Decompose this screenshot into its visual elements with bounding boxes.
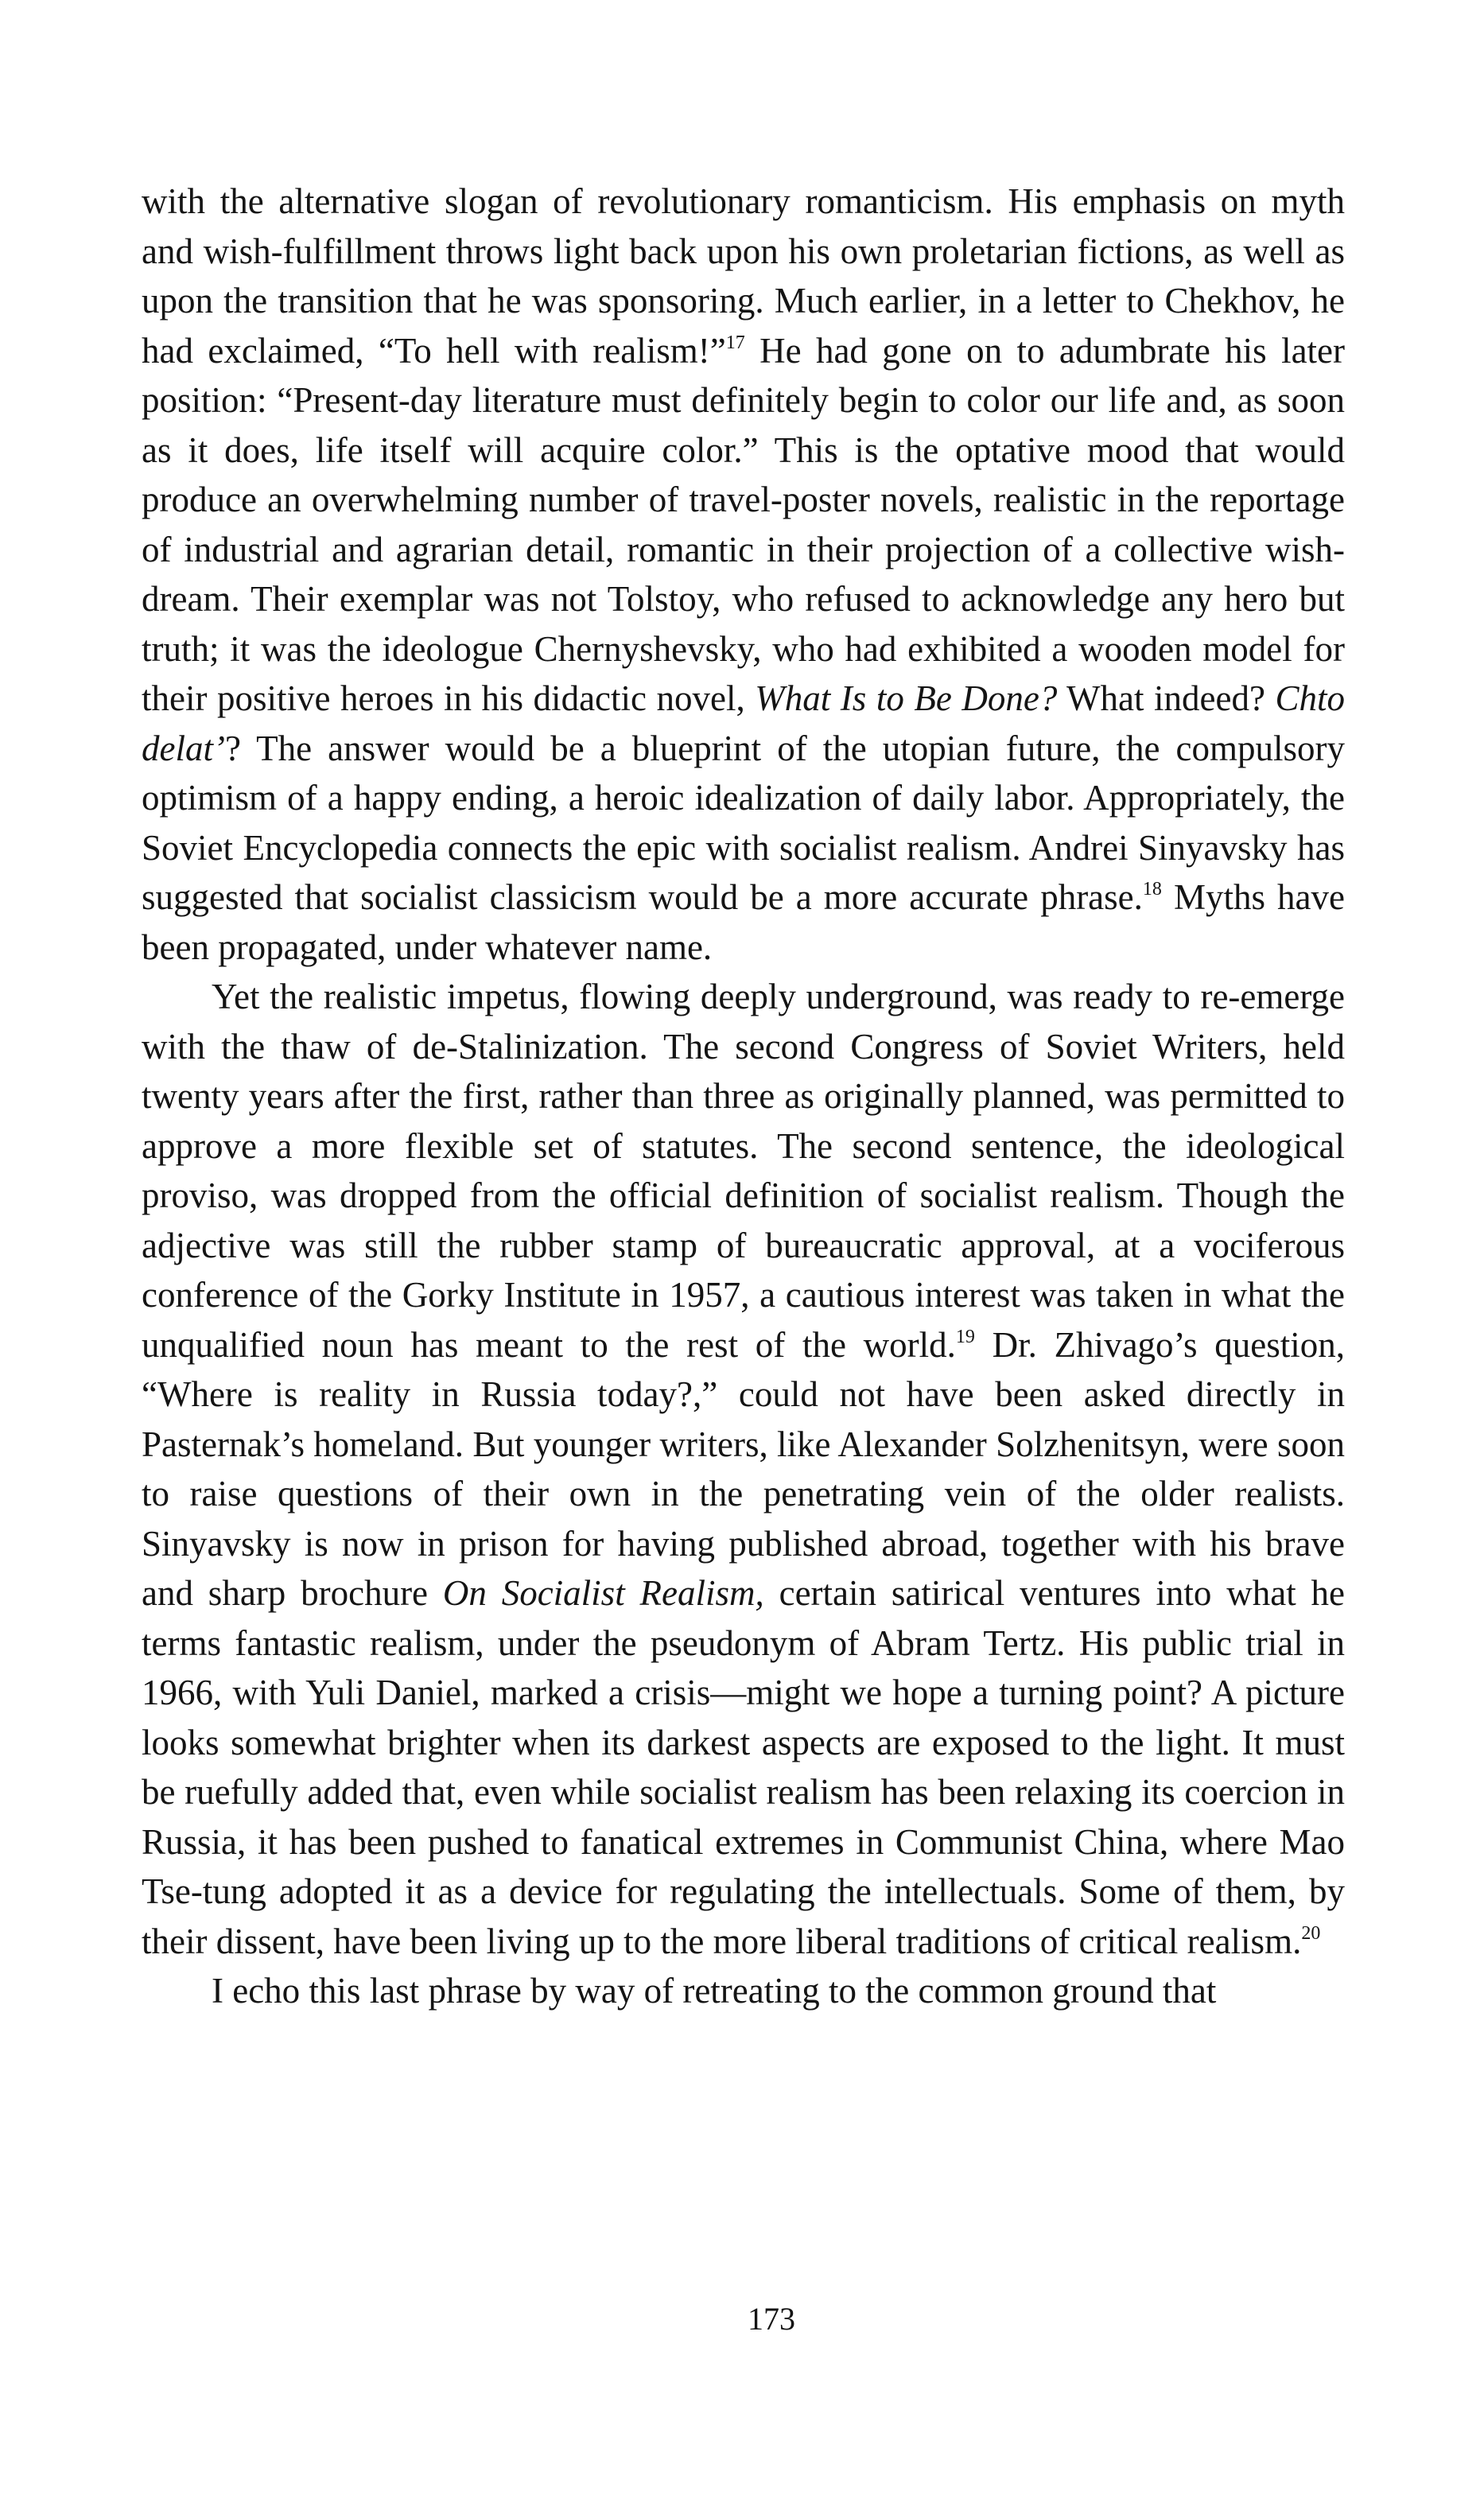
body-text bbox=[142, 177, 1345, 2016]
footnote-marker: 18 bbox=[1142, 879, 1162, 900]
italic-title: What Is to Be Done? bbox=[755, 678, 1058, 718]
italic-title: Chto delat’ bbox=[142, 678, 1346, 768]
paragraph bbox=[142, 972, 1345, 1966]
text-run: with the alternative slogan of revolutionary romanticism. His emphasis on myth and wish-fulfillment throws light back upon his own proletarian fictions, as well as upon the transition that he was sponsoring. Much earlier, in a letter to Chekhov, he had exclaimed, “To hell with realism!” bbox=[142, 181, 1345, 371]
footnote-marker: 20 bbox=[1301, 1922, 1321, 1944]
text-run: ? The answer would be a blueprint of the utopian future, the compulsory optimism of a happy ending, a heroic idealization of daily labor. Appropriately, the Soviet Encyclopedia connects the epic with socialist realism. Andrei Sinyavsky has suggested that socialist classicism would be a more accurate phrase. bbox=[142, 728, 1345, 917]
text-run: Myths have been propagated, under whatever name. bbox=[142, 877, 1345, 967]
footnote-marker: 19 bbox=[955, 1326, 975, 1347]
footnote-marker: 17 bbox=[725, 332, 745, 353]
text-run: certain satirical ventures into what he terms fantastic realism, under the pseudonym of Abram Tertz. His public trial in 1966, with Yuli Daniel, marked a crisis—might we hope a turning point? A picture looks somewhat brighter when its darkest aspects are exposed to the light. It must be ruefully added that, even while socialist realism has been relaxing its coercion in Russia, it has been pushed to fanatical extremes in Communist China, where Mao Tse-tung adopted it as a device for regulating the intellectuals. Some of them, by their dissent, have been living up to the more liberal traditions of critical realism. bbox=[142, 1573, 1346, 1961]
text-run: Dr. Zhivago’s question, “Where is reality in Russia today?,” could not have been asked directly in Pasternak’s homeland. But younger writers, like Alexander Solzhenitsyn, were soon to raise questions of their own in the penetrating vein of the older realists. Sinyavsky is now in prison for having published abroad, together with his brave and sharp brochure bbox=[142, 1324, 1345, 1613]
italic-title: On Socialist Realism, bbox=[442, 1573, 764, 1613]
paragraph bbox=[142, 177, 1345, 972]
text-run: Yet the realistic impetus, flowing deeply underground, was ready to re-emerge with the thaw of de-Stalinization. The second Congress of Soviet Writers, held twenty years after the first, rather than three as originally planned, was permitted to approve a more flexible set of statutes. The second sentence, the ideological proviso, was dropped from the official definition of socialist realism. Though the adjective was still the rubber stamp of bureaucratic approval, at a vociferous conference of the Gorky Institute in 1957, a cautious interest was taken in what the unqualified noun has meant to the rest of the world. bbox=[142, 977, 1345, 1365]
text-run: I echo this last phrase by way of retreating to the common ground that bbox=[212, 1971, 1217, 2011]
text-run: He had gone on to adumbrate his later position: “Present-day literature must definitely begin to color our life and, as soon as it does, life itself will acquire color.” This is the optative mood that would produce an overwhelming number of travel-poster novels, realistic in the reportage of industrial and agrarian detail, romantic in their projection of a collective wish-dream. Their exemplar was not Tolstoy, who refused to acknowledge any hero but truth; it was the ideologue Chernyshevsky, who had exhibited a wooden model for their positive heroes in his didactic novel, bbox=[142, 330, 1345, 718]
text-run: What indeed? bbox=[1057, 678, 1276, 718]
page-number: 173 bbox=[748, 2301, 795, 2337]
paragraph bbox=[142, 1966, 1345, 2016]
